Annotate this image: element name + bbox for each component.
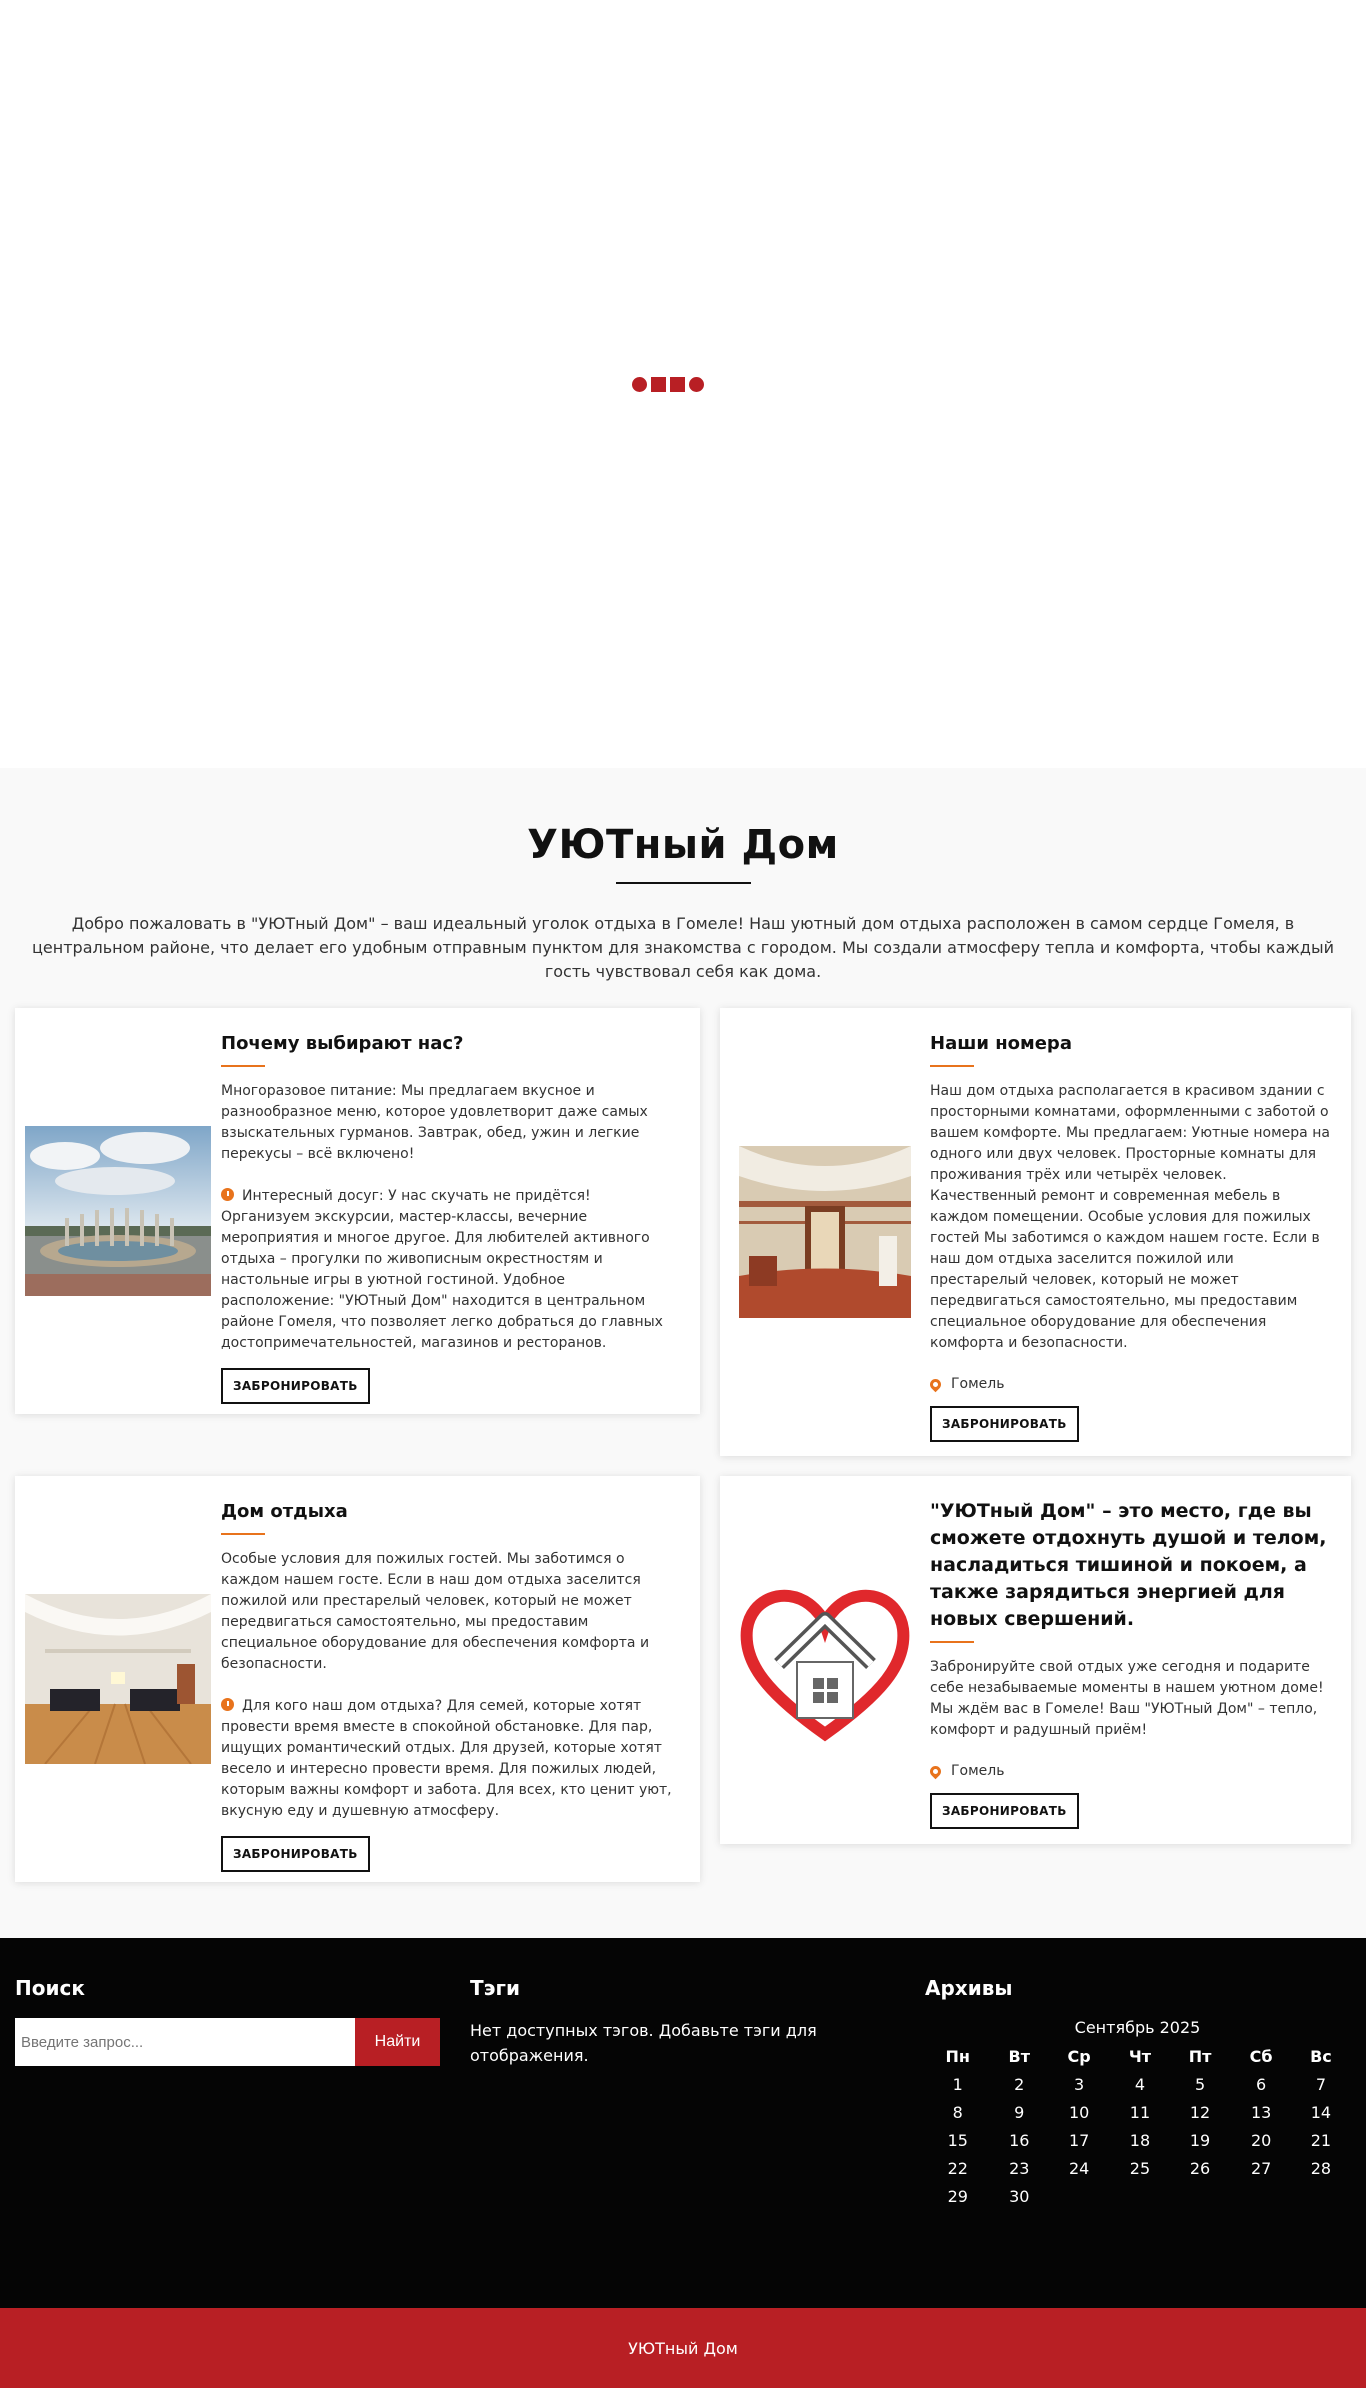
room-photo — [739, 1146, 911, 1318]
weekday: Пт — [1188, 2047, 1212, 2066]
clock-icon — [221, 1188, 234, 1201]
calendar-day: 13 — [1250, 2102, 1272, 2122]
footer-tags — [470, 1976, 895, 2308]
card-body — [221, 1476, 700, 1882]
loader-dot — [689, 377, 704, 392]
card-text: Интересный досуг: У нас скучать не придётся! Организуем экскурсии, мастер-классы, вечерние мероприятия и многое другое. Для любителей активного отдыха – прогулки по живописным окрестностям и настольные игры в уютной гостиной. Удобное расположение: "УЮТный Дом" находится в центральном районе Гомеля, что позволяет легко добраться до главных достопримечательностей, магазинов и ресторанов. — [221, 1188, 663, 1351]
weekday: Ср — [1067, 2047, 1091, 2066]
book-button[interactable]: ЗАБРОНИРОВАТЬ — [930, 1406, 1079, 1442]
cards-grid — [15, 1008, 1351, 1908]
card-text-with-icon — [221, 1696, 680, 1822]
calendar-day: 17 — [1068, 2130, 1090, 2150]
search-button[interactable]: Найти — [355, 2018, 440, 2066]
calendar-day: 24 — [1068, 2158, 1090, 2178]
card-body — [930, 1476, 1351, 1844]
calendar-day — [1230, 2182, 1291, 2210]
calendar-day: 1 — [952, 2074, 963, 2094]
card-title: "УЮТный Дом" – это место, где вы сможете отдохнуть душой и телом, насладиться тишиной и покоем, а также зарядиться энергией для новых свершений. — [930, 1500, 1327, 1630]
search-form — [15, 2018, 440, 2066]
card-text: Особые условия для пожилых гостей. Мы заботимся о каждом нашем госте. Если в наш дом отдыха заселится пожилой или престарелый человек, который не может передвигаться самостоятельно, мы предоставим специальное оборудование для обеспечения комфорта и безопасности. — [221, 1551, 650, 1672]
calendar-week — [925, 2182, 1350, 2210]
weekday: Вс — [1310, 2047, 1332, 2066]
calendar-day: 16 — [1009, 2130, 1030, 2150]
calendar-day: 5 — [1194, 2074, 1206, 2094]
calendar-week — [925, 2098, 1350, 2126]
fountain-photo — [25, 1126, 211, 1296]
card-title: Наши номера — [930, 1033, 1072, 1054]
calendar-month: Сентябрь 2025 — [1074, 2018, 1201, 2037]
calendar-week — [925, 2126, 1350, 2154]
loader-dot — [651, 377, 666, 392]
heart-house-logo — [739, 1574, 911, 1746]
calendar-day: 6 — [1256, 2074, 1267, 2094]
card-image-wrap — [15, 1476, 221, 1882]
footer-archive — [925, 1976, 1350, 2308]
calendar-day: 3 — [1074, 2074, 1085, 2094]
calendar-day: 27 — [1250, 2158, 1272, 2178]
calendar-day: 18 — [1129, 2130, 1151, 2150]
card-title-accent — [221, 1533, 265, 1535]
weekday: Сб — [1249, 2047, 1273, 2066]
card-title-accent — [930, 1065, 974, 1067]
footer-heading: Архивы — [925, 1976, 1013, 2000]
book-button[interactable]: ЗАБРОНИРОВАТЬ — [221, 1836, 370, 1872]
weekday: Пн — [945, 2047, 970, 2066]
calendar-day — [1110, 2182, 1169, 2210]
map-pin-icon — [928, 1763, 944, 1779]
hero-loading-area — [0, 0, 1366, 768]
card-rest-house — [15, 1476, 700, 1882]
loader-dot — [670, 377, 685, 392]
card-why-us — [15, 1008, 700, 1414]
location — [930, 1376, 1331, 1392]
footer-search — [15, 1976, 440, 2308]
calendar-day: 4 — [1134, 2074, 1146, 2094]
intro-text: Добро пожаловать в "УЮТный Дом" – ваш идеальный уголок отдыха в Гомеле! Наш уютный дом отдыха расположен в самом сердце Гомеля, в центральном районе, что делает его удобным отправным пунктом для знакомства с городом. Мы создали атмосферу тепла и комфорта, чтобы каждый гость чувствовал себя как дома. — [32, 914, 1334, 981]
card-title-accent — [930, 1641, 974, 1643]
card-title-accent — [221, 1065, 265, 1067]
calendar-day: 7 — [1315, 2074, 1327, 2094]
main-section — [0, 768, 1366, 1938]
book-button[interactable]: ЗАБРОНИРОВАТЬ — [221, 1368, 370, 1404]
calendar-day: 11 — [1129, 2102, 1151, 2122]
card-title: Дом отдыха — [221, 1501, 348, 1522]
calendar-day: 30 — [1009, 2186, 1030, 2206]
card-body — [930, 1008, 1351, 1456]
search-input[interactable] — [15, 2018, 355, 2066]
calendar-day: 19 — [1189, 2130, 1211, 2150]
calendar-day — [1170, 2182, 1231, 2210]
calendar-day: 26 — [1189, 2158, 1211, 2178]
card-text: Для кого наш дом отдыха? Для семей, которые хотят провести время вместе в спокойной обстановке. Для пар, ищущих романтический отдых. Для друзей, которые хотят весело и интересно провести время. Для пожилых людей, которым важны комфорт и забота. Для всех, кто ценит уют, вкусную еду и душевную атмосферу. — [221, 1698, 672, 1819]
calendar-day: 28 — [1310, 2158, 1332, 2178]
calendar-days — [925, 2070, 1350, 2210]
calendar-day: 10 — [1068, 2102, 1090, 2122]
card-title: Почему выбирают нас? — [221, 1033, 464, 1054]
calendar — [925, 2043, 1350, 2210]
calendar-day: 22 — [947, 2158, 968, 2178]
calendar-weekdays — [925, 2043, 1350, 2070]
loader-dot — [632, 377, 647, 392]
calendar-day: 15 — [947, 2130, 968, 2150]
location-label: Гомель — [951, 1763, 1005, 1779]
copyright-text: УЮТный Дом — [628, 2338, 738, 2358]
calendar-day — [1292, 2182, 1350, 2210]
card-body — [221, 1008, 700, 1414]
footer-heading: Тэги — [470, 1976, 520, 2000]
card-about-place — [720, 1476, 1351, 1844]
card-text: Многоразовое питание: Мы предлагаем вкусное и разнообразное меню, которое удовлетворит даже самых взыскательных гурманов. Завтрак, обед, ужин и легкие перекусы – всё включено! — [221, 1083, 648, 1162]
title-divider — [616, 882, 751, 884]
card-image-wrap — [720, 1008, 930, 1456]
calendar-day: 21 — [1310, 2130, 1332, 2150]
footer — [0, 1938, 1366, 2308]
calendar-week — [925, 2154, 1350, 2182]
location — [930, 1763, 1331, 1779]
calendar-day: 25 — [1129, 2158, 1151, 2178]
calendar-day: 9 — [1014, 2102, 1025, 2122]
card-image-wrap — [720, 1476, 930, 1844]
map-pin-icon — [928, 1376, 944, 1392]
page-title: УЮТный Дом — [527, 822, 839, 868]
weekday: Чт — [1128, 2047, 1152, 2066]
card-rooms — [720, 1008, 1351, 1456]
clock-icon — [221, 1698, 234, 1711]
footer-heading: Поиск — [15, 1976, 85, 2000]
book-button[interactable]: ЗАБРОНИРОВАТЬ — [930, 1793, 1079, 1829]
card-image-wrap — [15, 1008, 221, 1414]
weekday: Вт — [1008, 2047, 1030, 2066]
calendar-day: 2 — [1014, 2074, 1025, 2094]
hall-photo — [25, 1594, 211, 1764]
calendar-day: 14 — [1310, 2102, 1332, 2122]
calendar-day: 8 — [952, 2102, 963, 2122]
tags-empty-text: Нет доступных тэгов. Добавьте тэги для отображения. — [470, 2021, 817, 2065]
copyright-bar — [0, 2308, 1366, 2388]
card-text-with-icon — [221, 1186, 680, 1354]
location-label: Гомель — [951, 1376, 1005, 1392]
card-text: Наш дом отдыха располагается в красивом здании с просторными комнатами, оформленными с заботой о вашем комфорте. Мы предлагаем: Уютные номера на одного или двух человек. Просторные комнаты для проживания трёх или четырёх человек. Качественный ремонт и современная мебель в каждом помещении. Особые условия для пожилых гостей Мы заботимся о каждом нашем госте. Если в наш дом отдыха заселится пожилой или престарелый человек, который не может передвигаться самостоятельно, мы предоставим специальное оборудование для обеспечения комфорта и безопасности. — [930, 1083, 1330, 1351]
card-text: Забронируйте свой отдых уже сегодня и подарите себе незабываемые моменты в нашем уютном доме! Мы ждём вас в Гомеле! Ваш "УЮТный Дом" – тепло, комфорт и радушный приём! — [930, 1659, 1324, 1738]
calendar-day: 12 — [1189, 2102, 1211, 2122]
loading-spinner — [632, 377, 704, 392]
calendar-week — [925, 2070, 1350, 2098]
calendar-day — [1048, 2182, 1110, 2210]
calendar-day: 23 — [1009, 2158, 1030, 2178]
calendar-day: 20 — [1250, 2130, 1272, 2150]
calendar-day: 29 — [947, 2186, 968, 2206]
